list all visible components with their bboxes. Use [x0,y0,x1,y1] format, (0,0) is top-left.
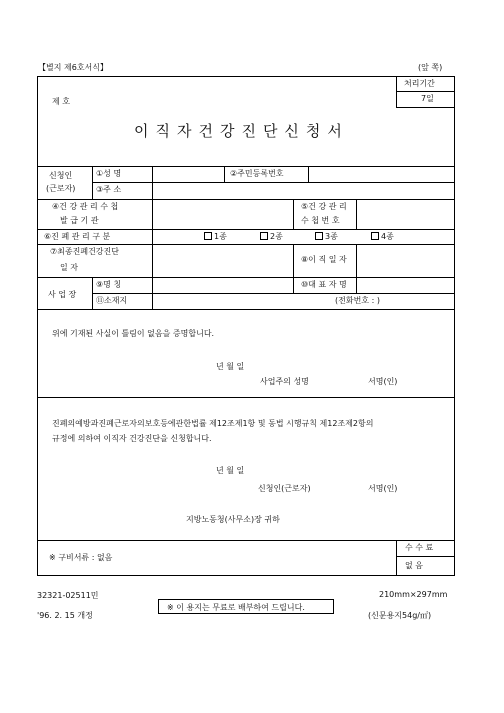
health-book-number-sublabel: 수 첩 번 호 [301,216,340,225]
form-title: 이직자건강진단신청서 [134,122,349,140]
applicant-section-sublabel: (근로자) [46,184,76,193]
fee-label: 수 수 료 [405,543,434,552]
leave-date-field[interactable] [360,247,450,274]
form-code: 32321-02511민 [37,591,99,600]
last-exam-date-field[interactable] [156,247,289,274]
workplace-location-field[interactable] [156,295,331,307]
pneumo-option-3[interactable]: 3종 [315,232,338,242]
addressee: 지방노동청(사무소)장 귀하 [186,515,280,524]
required-documents-label: ※ 구비서류 : 없음 [49,553,113,562]
processing-period-label: 처리기간 [404,79,435,88]
fee-value: 없 음 [405,561,423,570]
last-exam-label: ⑦최종진폐건강진단 [50,247,119,256]
revision-date: '96. 2. 15 개정 [37,611,93,620]
pneumo-class-label: ⑥진 폐 관 리 구 분 [44,232,111,241]
workplace-name-field[interactable] [156,279,289,291]
checkbox-icon [315,232,323,240]
representative-label: ⑩대 표 자 명 [301,280,347,289]
address-label: ③주 소 [96,185,122,194]
health-book-issuer-sublabel: 발 급 기 관 [60,216,99,225]
health-book-issuer-label: ④건 강 관 리 수 첩 [52,202,119,211]
health-book-issuer-field[interactable] [156,202,289,226]
workplace-section-label: 사 업 장 [48,290,77,299]
pneumo-option-1[interactable]: 1종 [204,232,227,242]
resident-number-field[interactable] [312,168,450,180]
pneumo-option-2[interactable]: 2종 [260,232,283,242]
checkbox-icon [371,232,379,240]
workplace-phone-label: (전화번호 : ) [335,296,380,305]
applicant-section-label: 신청인 [49,171,73,180]
health-book-number-field[interactable] [360,202,450,226]
representative-field[interactable] [360,279,450,291]
workplace-location-label: ⑪소재지 [96,296,128,305]
applicant-signature-mark: 서명(인) [368,484,398,493]
form-number-label: 【별지 제6호서식】 [38,63,109,72]
employer-name-label: 사업주의 성명 [260,377,309,386]
workplace-name-label: ⑨명 칭 [96,280,122,289]
paper-type: (신문용지54g/㎡) [368,611,432,620]
application-form [37,76,455,576]
applicant-signer-label: 신청인(근로자) [258,484,311,493]
checkbox-icon [204,232,212,240]
last-exam-sublabel: 일 자 [60,263,78,272]
free-distribution-notice: ※ 이 용지는 무료로 배부하여 드립니다. [167,603,305,612]
paper-size: 210mm×297mm [379,590,448,599]
certification-date-line: 년 월 일 [216,362,245,371]
resident-number-label: ②주민등록번호 [230,169,284,178]
application-statement-line-1: 진폐의예방과진폐근로자의보호등에관한법률 제12조제1항 및 동법 시행규칙 제12조제2항의 [52,419,374,428]
address-field[interactable] [156,184,450,197]
name-label: ①성 명 [96,169,122,178]
pneumo-option-4[interactable]: 4종 [371,232,394,242]
application-date-line: 년 월 일 [216,466,245,475]
processing-period-value: 7일 [421,94,434,103]
certification-statement: 위에 기재된 사실이 틀림이 없음을 증명합니다. [52,329,215,338]
name-field[interactable] [156,168,220,180]
page-side-label: (앞 쪽) [418,63,443,72]
leave-date-label: ⑧이 직 일 자 [301,255,347,264]
health-book-number-label: ⑤건 강 관 리 [301,202,347,211]
checkbox-icon [260,232,268,240]
free-distribution-notice-box [158,599,334,614]
application-statement-line-2: 규정에 의하여 이직자 건강진단을 신청합니다. [52,434,212,443]
registration-number-label: 제 호 [52,97,70,106]
employer-signature-mark: 서명(인) [368,377,398,386]
